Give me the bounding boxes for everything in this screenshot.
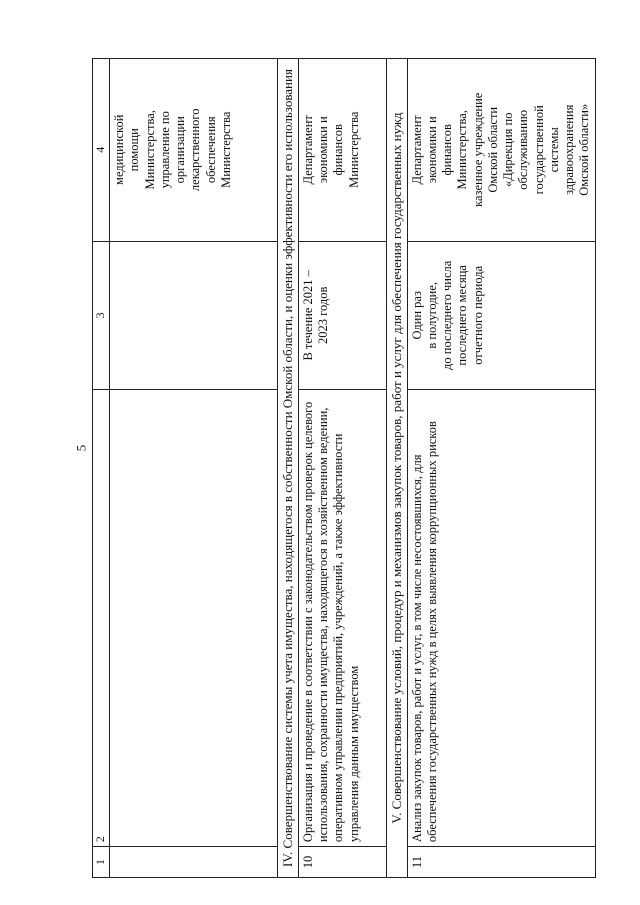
column-header-3: 3 [93,241,110,390]
measure-cell: Организация и проведение в соответствии с законодательством проверок целевого использования, сохранности имущества, находящегося в хозяйственном ведении, оперативном управлении предприятий, учреждений, а также эффективности управления данным имуществом [298,390,386,847]
section-title: IV. Совершенствование системы учета имущества, находящегося в собственности Омской области, и оценки эффективности его использования [278,59,299,878]
section-heading-iv [278,59,299,878]
table-row-11 [407,59,595,878]
executor-cell: Департамент экономики и финансов Министерства [298,59,386,242]
row-number-cell: 11 [407,847,595,878]
measures-table [92,58,596,878]
term-cell: В течение 2021 – 2023 годов [298,241,386,390]
term-cell: Один раз в полугодие, до последнего числа последнего месяца отчетного периода [407,241,595,390]
row-number-cell [110,847,278,878]
column-header-1: 1 [93,847,110,878]
executor-cell: медицинской помощи Министерства, управление по организации лекарственного обеспечения Министерства [110,59,278,242]
table-row-10 [298,59,386,878]
executor-cell: Департамент экономики и финансов Министерства, казенное учреждение Омской области «Дирекция по обслуживанию государственной системы здравоохранения Омской области» [407,59,595,242]
table-row-continuation [110,59,278,878]
row-number-cell: 10 [298,847,386,878]
column-header-2: 2 [93,390,110,847]
section-heading-v [386,59,407,878]
term-cell [110,241,278,390]
measure-cell: Анализ закупок товаров, работ и услуг, в том числе несостоявшихся, для обеспечения государственных нужд в целях выявления коррупционных рисков [407,390,595,847]
rotated-table-container [92,58,602,878]
section-title: V. Совершенствование условий, процедур и механизмов закупок товаров, работ и услуг для обеспечения государственных нужд [386,59,407,878]
measure-cell [110,390,278,847]
page-number: 5 [73,444,89,452]
header-row [93,59,110,878]
column-header-4: 4 [93,59,110,242]
